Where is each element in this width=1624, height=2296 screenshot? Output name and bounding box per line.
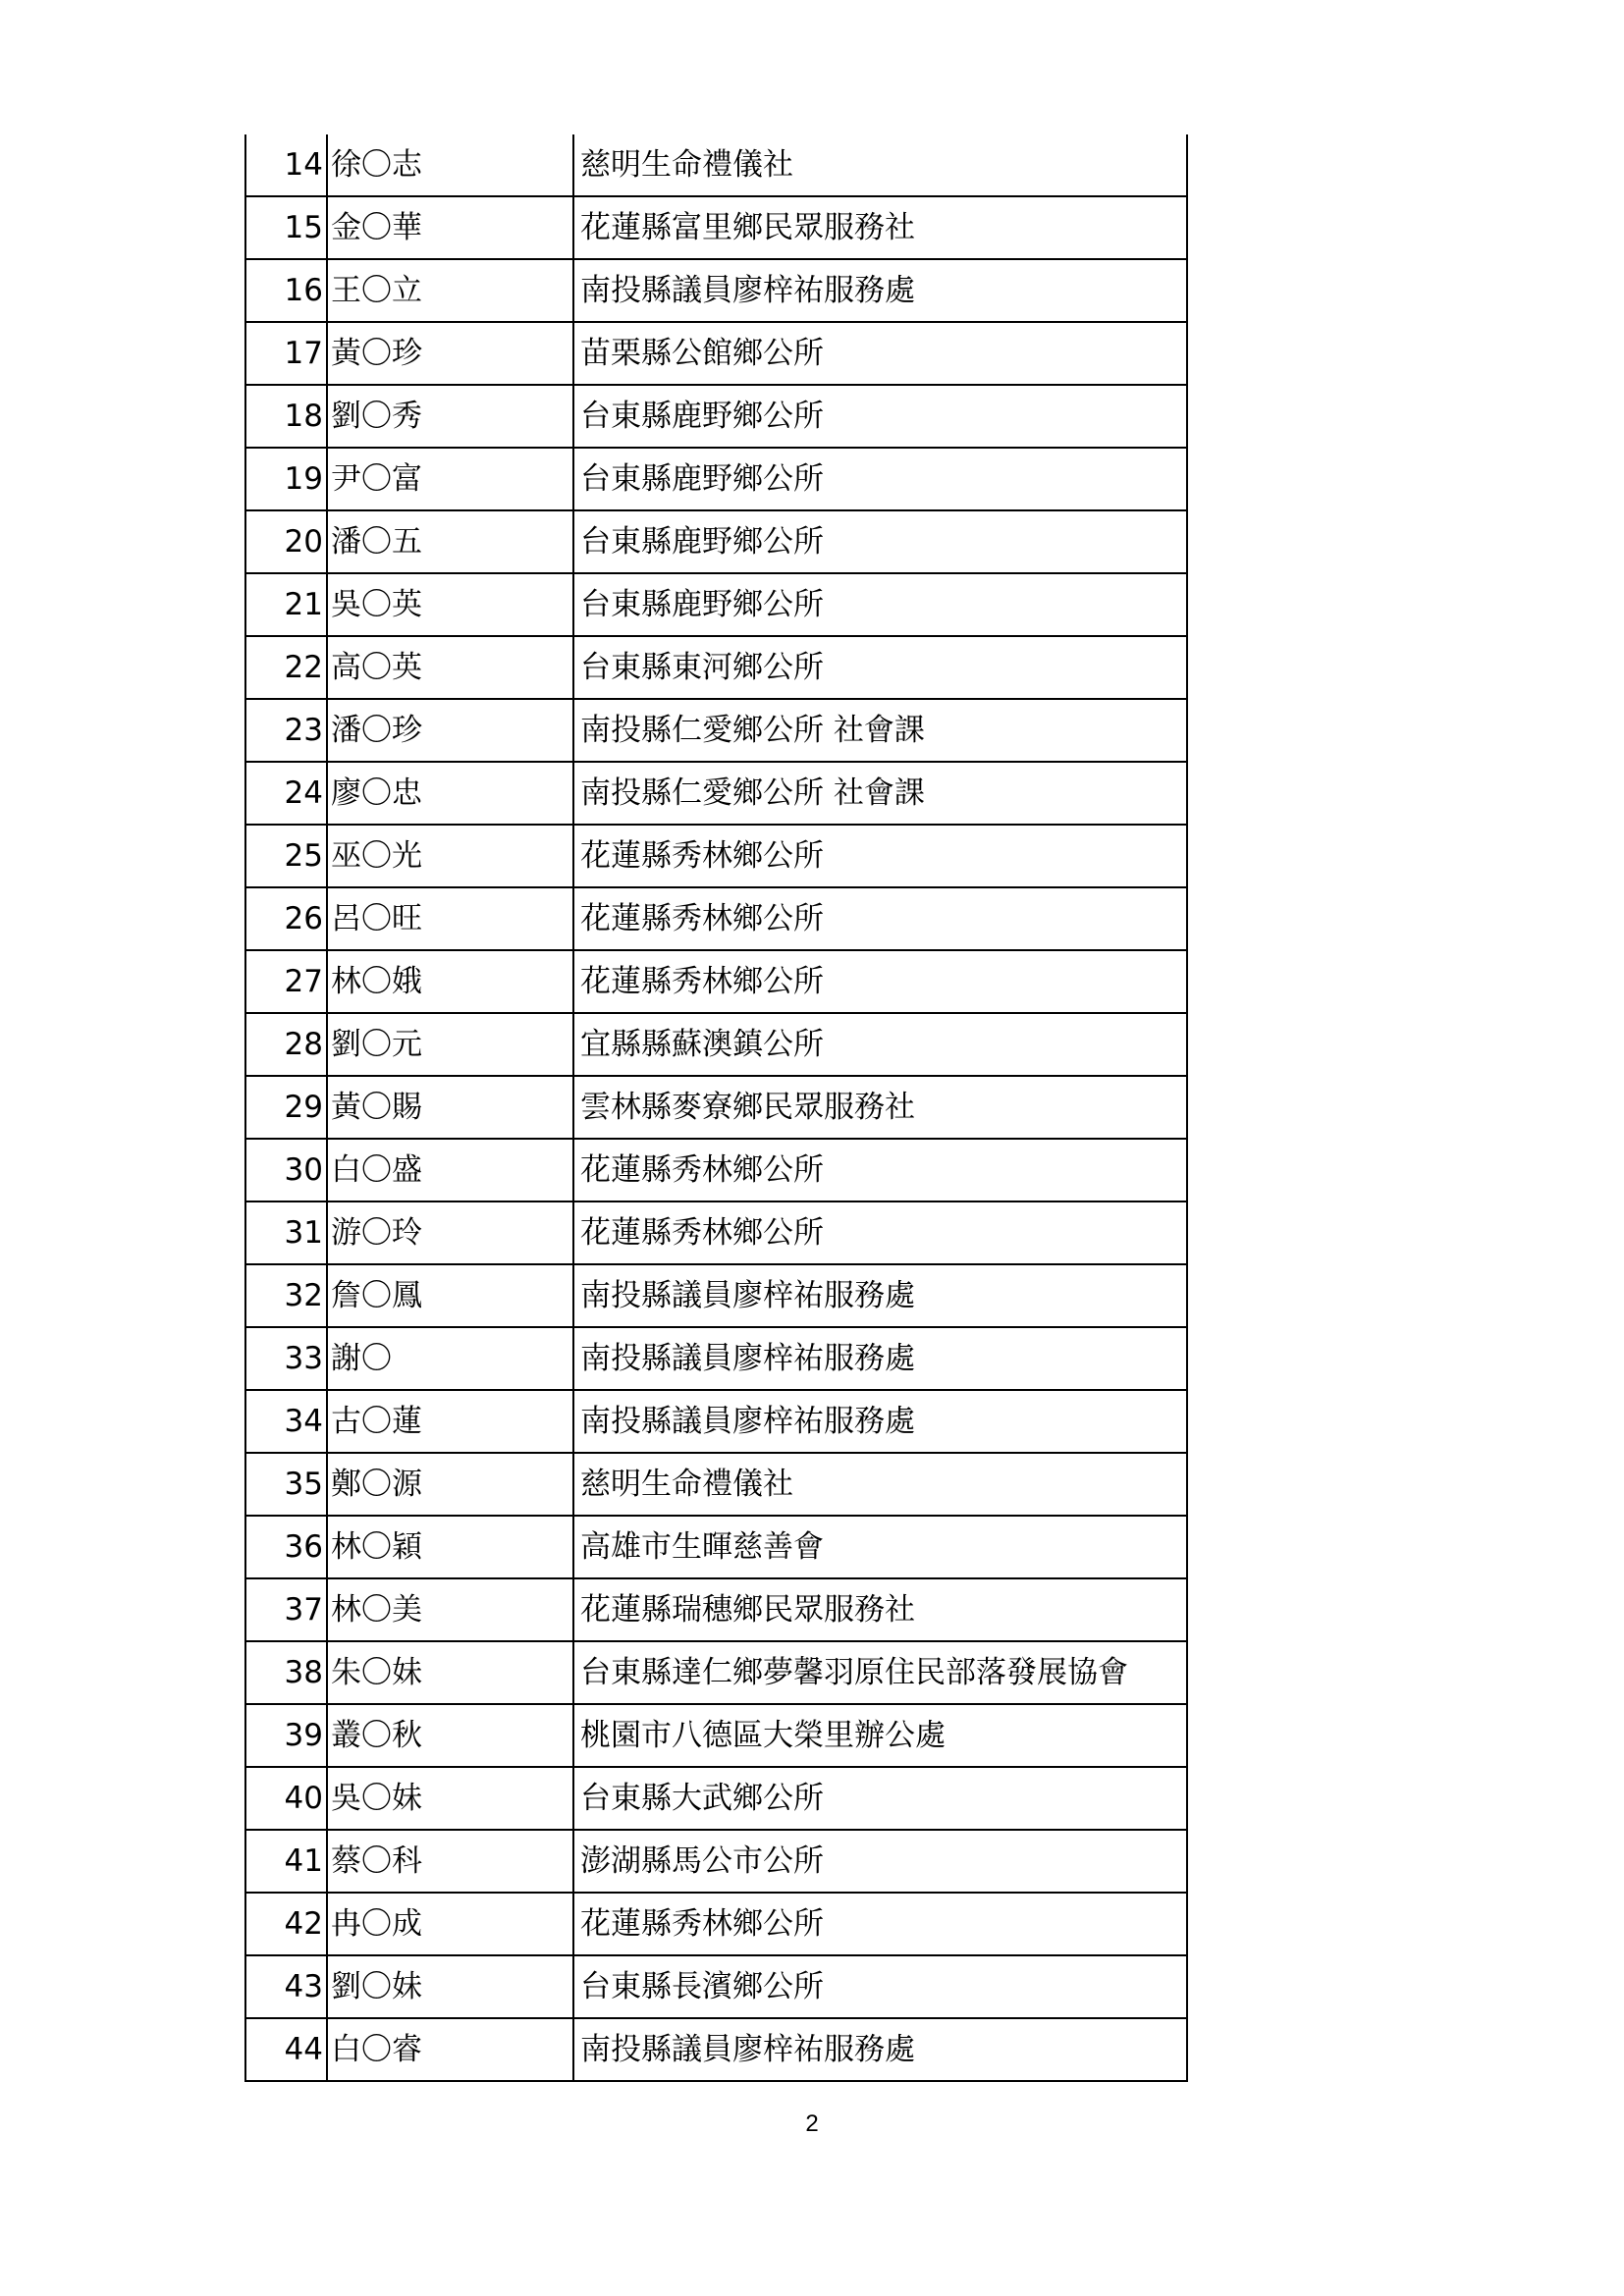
organization: 台東縣鹿野鄉公所 bbox=[573, 510, 1187, 573]
organization: 花蓮縣秀林鄉公所 bbox=[573, 887, 1187, 950]
organization: 南投縣議員廖梓祐服務處 bbox=[573, 1264, 1187, 1327]
person-name: 黃〇賜 bbox=[327, 1076, 573, 1139]
row-number: 23 bbox=[245, 699, 327, 762]
row-number: 41 bbox=[245, 1830, 327, 1893]
person-name: 吳〇英 bbox=[327, 573, 573, 636]
organization: 花蓮縣秀林鄉公所 bbox=[573, 1139, 1187, 1201]
organization: 台東縣大武鄉公所 bbox=[573, 1767, 1187, 1830]
person-name: 劉〇秀 bbox=[327, 385, 573, 448]
person-name: 劉〇元 bbox=[327, 1013, 573, 1076]
table-row bbox=[245, 1830, 1187, 1893]
row-number: 28 bbox=[245, 1013, 327, 1076]
person-name: 蔡〇科 bbox=[327, 1830, 573, 1893]
row-number: 26 bbox=[245, 887, 327, 950]
row-number: 19 bbox=[245, 448, 327, 510]
row-number: 29 bbox=[245, 1076, 327, 1139]
table-row bbox=[245, 825, 1187, 887]
table-row bbox=[245, 322, 1187, 385]
row-number: 18 bbox=[245, 385, 327, 448]
table-row bbox=[245, 448, 1187, 510]
organization: 南投縣議員廖梓祐服務處 bbox=[573, 1327, 1187, 1390]
table-row bbox=[245, 385, 1187, 448]
organization: 高雄市生暉慈善會 bbox=[573, 1516, 1187, 1578]
table-row bbox=[245, 1453, 1187, 1516]
table-row bbox=[245, 1139, 1187, 1201]
row-number: 17 bbox=[245, 322, 327, 385]
person-name: 鄭〇源 bbox=[327, 1453, 573, 1516]
person-name: 林〇娥 bbox=[327, 950, 573, 1013]
table-row bbox=[245, 2018, 1187, 2081]
person-name: 劉〇妹 bbox=[327, 1955, 573, 2018]
row-number: 40 bbox=[245, 1767, 327, 1830]
person-name: 金〇華 bbox=[327, 196, 573, 259]
table-row bbox=[245, 510, 1187, 573]
person-name: 徐〇志 bbox=[327, 134, 573, 196]
row-number: 43 bbox=[245, 1955, 327, 2018]
person-name: 白〇盛 bbox=[327, 1139, 573, 1201]
organization: 南投縣議員廖梓祐服務處 bbox=[573, 1390, 1187, 1453]
organization: 台東縣東河鄉公所 bbox=[573, 636, 1187, 699]
person-name: 王〇立 bbox=[327, 259, 573, 322]
organization: 南投縣議員廖梓祐服務處 bbox=[573, 259, 1187, 322]
person-name: 林〇穎 bbox=[327, 1516, 573, 1578]
table-row bbox=[245, 1516, 1187, 1578]
organization: 台東縣鹿野鄉公所 bbox=[573, 573, 1187, 636]
person-name: 白〇睿 bbox=[327, 2018, 573, 2081]
organization: 南投縣仁愛鄉公所 社會課 bbox=[573, 762, 1187, 825]
person-name: 潘〇珍 bbox=[327, 699, 573, 762]
table-row bbox=[245, 699, 1187, 762]
table-row bbox=[245, 1641, 1187, 1704]
person-name: 冉〇成 bbox=[327, 1893, 573, 1955]
row-number: 39 bbox=[245, 1704, 327, 1767]
row-number: 44 bbox=[245, 2018, 327, 2081]
row-number: 34 bbox=[245, 1390, 327, 1453]
person-name: 詹〇鳳 bbox=[327, 1264, 573, 1327]
person-name: 巫〇光 bbox=[327, 825, 573, 887]
row-number: 31 bbox=[245, 1201, 327, 1264]
person-name: 尹〇富 bbox=[327, 448, 573, 510]
person-name: 朱〇妹 bbox=[327, 1641, 573, 1704]
organization: 慈明生命禮儀社 bbox=[573, 134, 1187, 196]
organization: 花蓮縣秀林鄉公所 bbox=[573, 825, 1187, 887]
table-row bbox=[245, 1390, 1187, 1453]
row-number: 35 bbox=[245, 1453, 327, 1516]
row-number: 27 bbox=[245, 950, 327, 1013]
row-number: 24 bbox=[245, 762, 327, 825]
row-number: 14 bbox=[245, 134, 327, 196]
table-row bbox=[245, 1704, 1187, 1767]
table-row bbox=[245, 1013, 1187, 1076]
roster-table bbox=[244, 134, 1188, 2082]
row-number: 30 bbox=[245, 1139, 327, 1201]
person-name: 謝〇 bbox=[327, 1327, 573, 1390]
organization: 花蓮縣富里鄉民眾服務社 bbox=[573, 196, 1187, 259]
person-name: 呂〇旺 bbox=[327, 887, 573, 950]
table-row bbox=[245, 259, 1187, 322]
row-number: 33 bbox=[245, 1327, 327, 1390]
table-row bbox=[245, 950, 1187, 1013]
person-name: 廖〇忠 bbox=[327, 762, 573, 825]
page-number: 2 bbox=[805, 2110, 819, 2137]
person-name: 高〇英 bbox=[327, 636, 573, 699]
person-name: 叢〇秋 bbox=[327, 1704, 573, 1767]
organization: 花蓮縣瑞穗鄉民眾服務社 bbox=[573, 1578, 1187, 1641]
row-number: 38 bbox=[245, 1641, 327, 1704]
table-row bbox=[245, 1327, 1187, 1390]
organization: 苗栗縣公館鄉公所 bbox=[573, 322, 1187, 385]
organization: 雲林縣麥寮鄉民眾服務社 bbox=[573, 1076, 1187, 1139]
table-row bbox=[245, 1767, 1187, 1830]
table-row bbox=[245, 1955, 1187, 2018]
table-row bbox=[245, 762, 1187, 825]
organization: 慈明生命禮儀社 bbox=[573, 1453, 1187, 1516]
organization: 南投縣議員廖梓祐服務處 bbox=[573, 2018, 1187, 2081]
row-number: 32 bbox=[245, 1264, 327, 1327]
row-number: 42 bbox=[245, 1893, 327, 1955]
table-row bbox=[245, 1201, 1187, 1264]
person-name: 潘〇五 bbox=[327, 510, 573, 573]
row-number: 20 bbox=[245, 510, 327, 573]
table-row bbox=[245, 636, 1187, 699]
organization: 花蓮縣秀林鄉公所 bbox=[573, 950, 1187, 1013]
organization: 宜縣縣蘇澳鎮公所 bbox=[573, 1013, 1187, 1076]
row-number: 21 bbox=[245, 573, 327, 636]
roster-table-body bbox=[245, 134, 1187, 2081]
person-name: 林〇美 bbox=[327, 1578, 573, 1641]
organization: 台東縣長濱鄉公所 bbox=[573, 1955, 1187, 2018]
organization: 花蓮縣秀林鄉公所 bbox=[573, 1893, 1187, 1955]
table-row bbox=[245, 1578, 1187, 1641]
row-number: 15 bbox=[245, 196, 327, 259]
person-name: 黃〇珍 bbox=[327, 322, 573, 385]
organization: 台東縣鹿野鄉公所 bbox=[573, 448, 1187, 510]
table-row bbox=[245, 887, 1187, 950]
organization: 台東縣達仁鄉夢馨羽原住民部落發展協會 bbox=[573, 1641, 1187, 1704]
organization: 桃園市八德區大榮里辦公處 bbox=[573, 1704, 1187, 1767]
table-row bbox=[245, 1076, 1187, 1139]
table-row bbox=[245, 1264, 1187, 1327]
person-name: 吳〇妹 bbox=[327, 1767, 573, 1830]
person-name: 古〇蓮 bbox=[327, 1390, 573, 1453]
row-number: 16 bbox=[245, 259, 327, 322]
organization: 南投縣仁愛鄉公所 社會課 bbox=[573, 699, 1187, 762]
person-name: 游〇玲 bbox=[327, 1201, 573, 1264]
organization: 花蓮縣秀林鄉公所 bbox=[573, 1201, 1187, 1264]
table-row bbox=[245, 573, 1187, 636]
table-row bbox=[245, 134, 1187, 196]
organization: 澎湖縣馬公市公所 bbox=[573, 1830, 1187, 1893]
table-row bbox=[245, 1893, 1187, 1955]
table-row bbox=[245, 196, 1187, 259]
row-number: 25 bbox=[245, 825, 327, 887]
organization: 台東縣鹿野鄉公所 bbox=[573, 385, 1187, 448]
row-number: 37 bbox=[245, 1578, 327, 1641]
row-number: 36 bbox=[245, 1516, 327, 1578]
row-number: 22 bbox=[245, 636, 327, 699]
